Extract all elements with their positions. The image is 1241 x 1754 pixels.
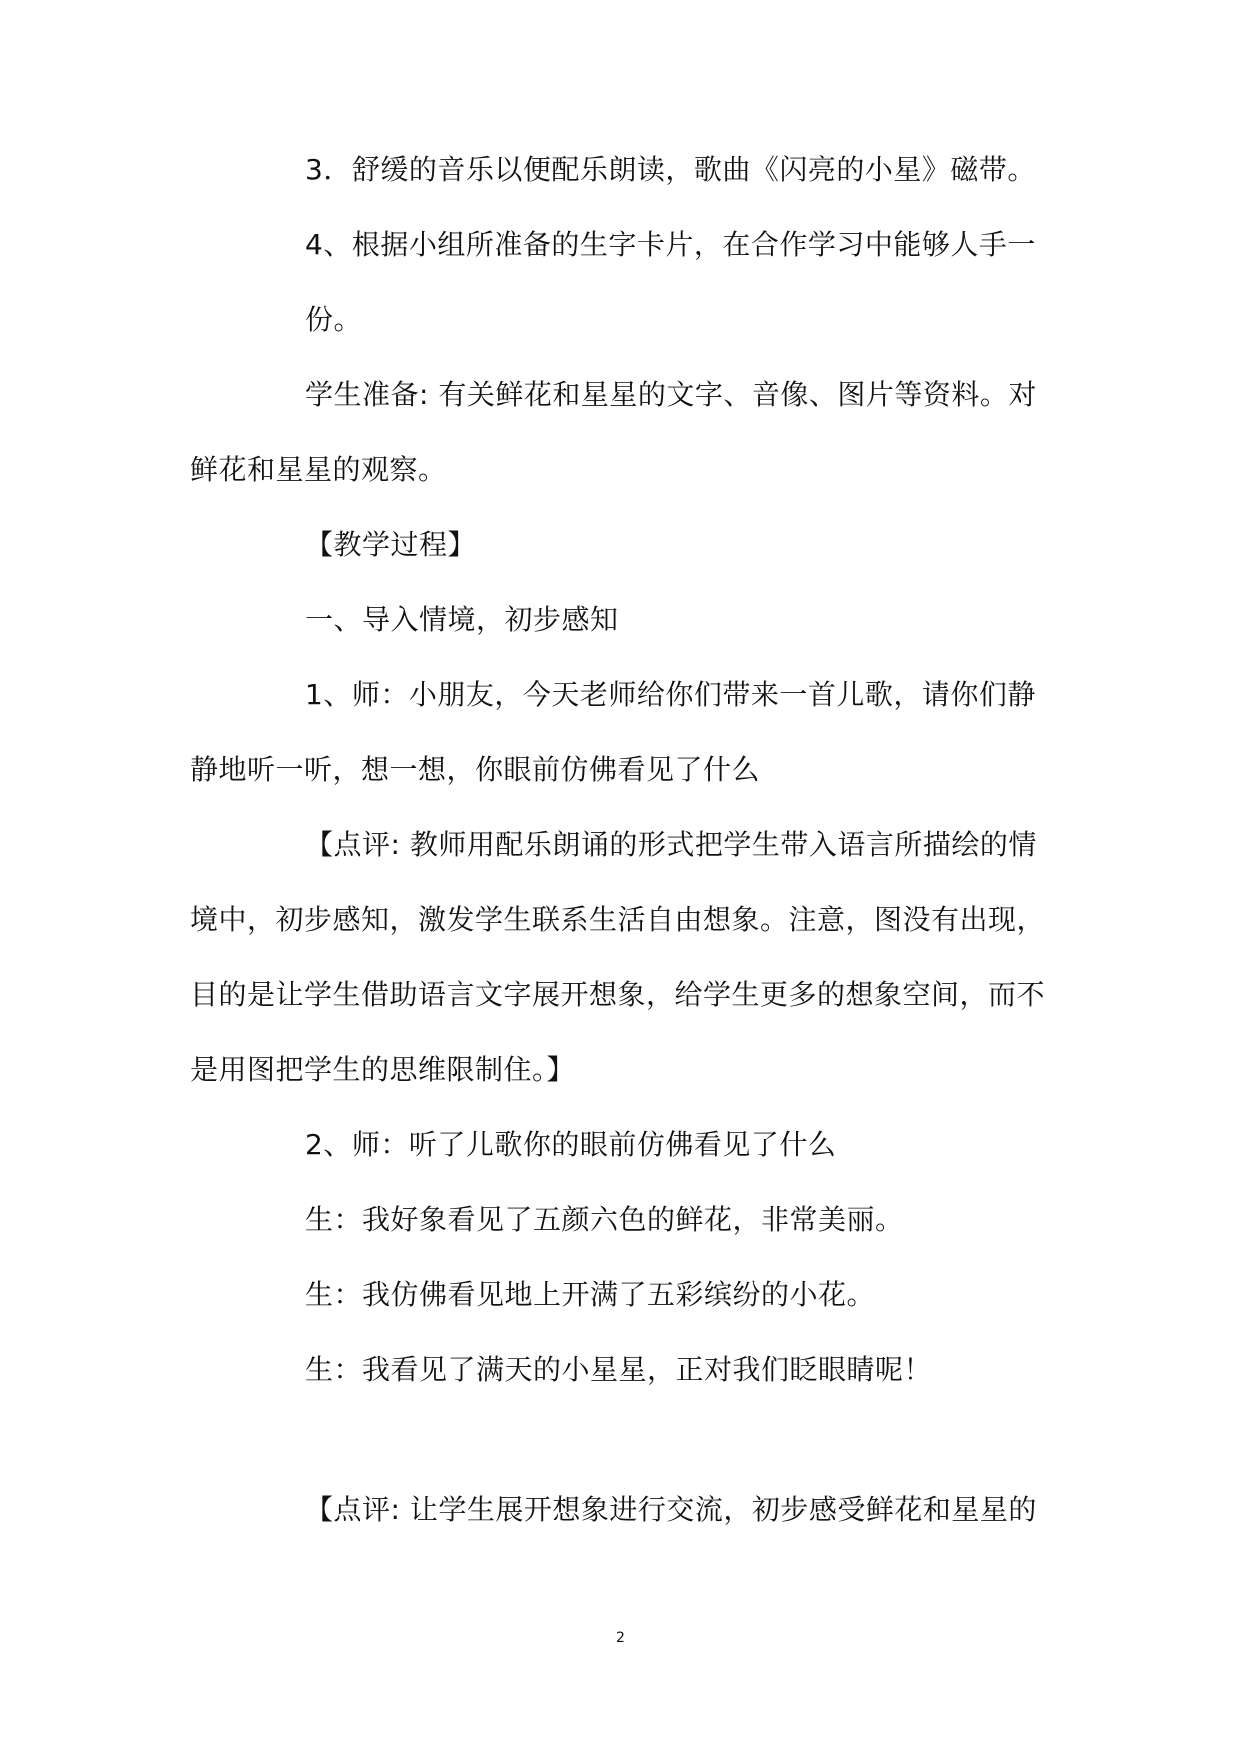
text-line-18: 【点评: 让学生展开想象进行交流，初步感受鲜花和星星的	[305, 1493, 1037, 1526]
text-line-3: 份。	[305, 303, 363, 336]
text-line-10: 【点评: 教师用配乐朗诵的形式把学生带入语言所描绘的情	[305, 828, 1037, 861]
text-line-16: 生：我仿佛看见地上开满了五彩缤纷的小花。	[305, 1278, 876, 1311]
page-number: 2	[616, 1630, 625, 1646]
text-line-12: 目的是让学生借助语言文字展开想象，给学生更多的想象空间，而不	[190, 978, 1046, 1011]
subsection-heading: 一、导入情境，初步感知	[305, 603, 619, 636]
text-line-13: 是用图把学生的思维限制住。】	[190, 1053, 576, 1086]
text-line-4: 学生准备: 有关鲜花和星星的文字、音像、图片等资料。对	[305, 378, 1037, 411]
text-line-2: 4、根据小组所准备的生字卡片，在合作学习中能够人手一	[305, 228, 1036, 261]
text-line-1: 3．舒缓的音乐以便配乐朗读，歌曲《闪亮的小星》磁带。	[305, 153, 1036, 186]
text-line-8: 1、师：小朋友，今天老师给你们带来一首儿歌，请你们静	[305, 678, 1036, 711]
text-line-5: 鲜花和星星的观察。	[190, 453, 447, 486]
text-line-9: 静地听一听，想一想，你眼前仿佛看见了什么	[190, 753, 761, 786]
text-line-17: 生：我看见了满天的小星星，正对我们眨眼睛呢！	[305, 1353, 933, 1386]
text-line-11: 境中，初步感知，激发学生联系生活自由想象。注意，图没有出现，	[190, 903, 1046, 936]
text-line-15: 生：我好象看见了五颜六色的鲜花，非常美丽。	[305, 1203, 904, 1236]
text-line-14: 2、师：听了儿歌你的眼前仿佛看见了什么	[305, 1128, 837, 1161]
section-heading: 【教学过程】	[305, 528, 477, 561]
